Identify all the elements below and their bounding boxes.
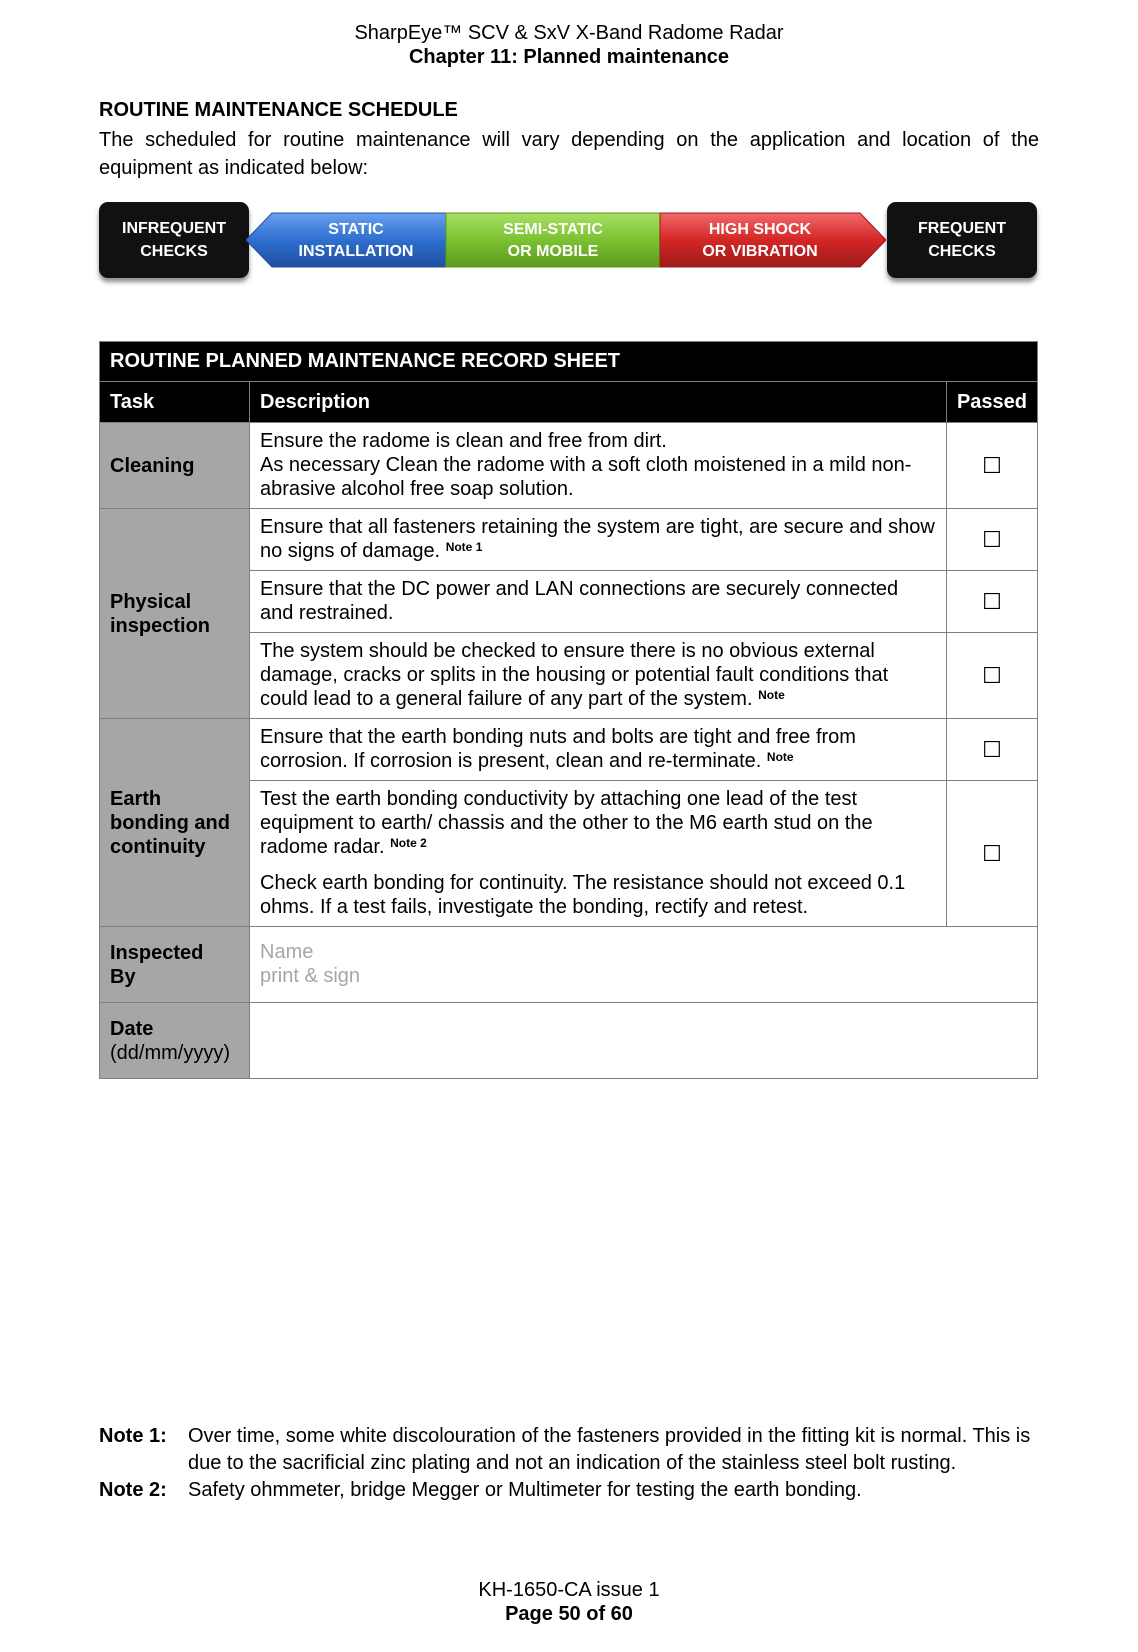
note-1-label: Note 1: [99,1425,167,1447]
inspected-label-line2: By [110,965,136,988]
desc-cleaning [250,423,947,509]
doc-footer-id: KH-1650-CA issue 1 [478,1579,660,1601]
infrequent-label-line2: CHECKS [140,243,208,260]
date-label: Date [110,1017,154,1040]
segment-static-line2: INSTALLATION [298,243,414,260]
task-earth-bonding: Earth bonding and continuity [100,719,250,927]
segment-high-shock-label [660,213,860,269]
table-row-date [100,1003,1038,1079]
note-1-text: Over time, some white discolouration of the fasteners provided in the fitting kit is normal. This is due to the sacrificial zinc plating and not an indication of the stainless steel bolt rusting. [188,1425,1031,1474]
doc-header-title: SharpEye™ SCV & SxV X-Band Radome Radar [354,22,784,44]
section-title: ROUTINE MAINTENANCE SCHEDULE [99,99,458,121]
desc-earth-1-text: Ensure that the earth bonding nuts and bolts are tight and free from corrosion. If corrosion is present, clean and re-terminate. [260,726,856,772]
passed-checkbox[interactable]: ☐ [946,423,1037,509]
frequent-checks-pill [887,202,1037,278]
task-cleaning: Cleaning [100,423,250,509]
desc-physical-1-text: Ensure that all fasteners retaining the system are tight, are secure and show no signs of damage. [260,516,935,562]
note-ref: Note [766,750,794,764]
inspector-name-placeholder: Name [260,941,314,963]
desc-physical-3-text: The system should be checked to ensure there is no obvious external damage, cracks or splits in the housing or potential fault conditions that could lead to a general failure of any part of the system. [260,640,889,710]
desc-cleaning-line1: Ensure the radome is clean and free from dirt. [260,430,667,452]
note-ref: Note 2 [390,836,427,850]
passed-checkbox[interactable]: ☐ [946,781,1037,927]
table-title: ROUTINE PLANNED MAINTENANCE RECORD SHEET [100,342,1038,382]
segment-static-label [266,213,446,269]
table-title-row [100,342,1038,382]
header-description: Description [250,382,947,423]
desc-earth-2 [250,781,947,927]
table-header-row [100,382,1038,423]
segment-high-shock-line1: HIGH SHOCK [708,221,812,238]
passed-checkbox[interactable]: ☐ [946,509,1037,571]
table-row-physical-1 [100,509,1038,571]
header-task: Task [100,382,250,423]
note-2-text: Safety ohmmeter, bridge Megger or Multimeter for testing the earth bonding. [188,1479,862,1501]
table-row-inspected-by [100,927,1038,1003]
table-row-cleaning [100,423,1038,509]
segment-high-shock-line2: OR VIBRATION [702,243,818,260]
header-passed: Passed [946,382,1037,423]
table-row-earth-1 [100,719,1038,781]
desc-earth-2b: Check earth bonding for continuity. The resistance should not exceed 0.1 ohms. If a test fails, investigate the bonding, rectify and retest. [260,872,906,918]
segment-semi-static-label [446,213,660,269]
inspected-label-line1: Inspected [110,941,204,964]
desc-physical-1 [250,509,947,571]
desc-earth-2a [260,787,936,859]
task-date [100,1003,250,1079]
notes-section [99,1423,1049,1504]
frequent-label-line1: FREQUENT [918,220,1006,237]
desc-earth-1 [250,719,947,781]
segment-semi-static-line1: SEMI-STATIC [503,221,603,238]
task-inspected-by [100,927,250,1003]
passed-checkbox[interactable]: ☐ [946,633,1037,719]
date-field[interactable] [250,1003,1038,1079]
desc-cleaning-line2: As necessary Clean the radome with a soft cloth moistened in a mild non-abrasive alcohol free soap solution. [260,454,912,500]
segment-static-line1: STATIC [328,221,384,238]
note-2-label: Note 2: [99,1479,167,1501]
infrequent-checks-pill [99,202,249,278]
inspector-signature-field[interactable] [250,927,1038,1003]
desc-physical-2: Ensure that the DC power and LAN connections are securely connected and restrained. [250,571,947,633]
frequent-label-line2: CHECKS [928,243,996,260]
segment-semi-static-line2: OR MOBILE [507,243,599,260]
inspector-sign-placeholder: print & sign [260,965,361,987]
doc-header-chapter: Chapter 11: Planned maintenance [408,46,730,68]
task-physical-inspection: Physical inspection [100,509,250,719]
infrequent-label-line1: INFREQUENT [122,220,226,237]
note-2 [99,1477,1049,1504]
section-intro: The scheduled for routine maintenance will vary depending on the application and location of the equipment as indicated below: [99,129,1039,179]
note-ref: Note 1 [445,540,483,554]
passed-checkbox[interactable]: ☐ [946,719,1037,781]
maintenance-record-table [99,341,1038,1079]
date-format: (dd/mm/yyyy) [110,1041,230,1064]
note-1 [99,1423,1049,1477]
page-number: Page 50 of 60 [505,1603,633,1625]
desc-physical-3 [250,633,947,719]
note-ref: Note [758,688,785,702]
desc-earth-2a-text: Test the earth bonding conductivity by attaching one lead of the test equipment to earth/ chassis and the other to the M6 earth stud on the radome radar. [260,788,873,858]
passed-checkbox[interactable]: ☐ [946,571,1037,633]
